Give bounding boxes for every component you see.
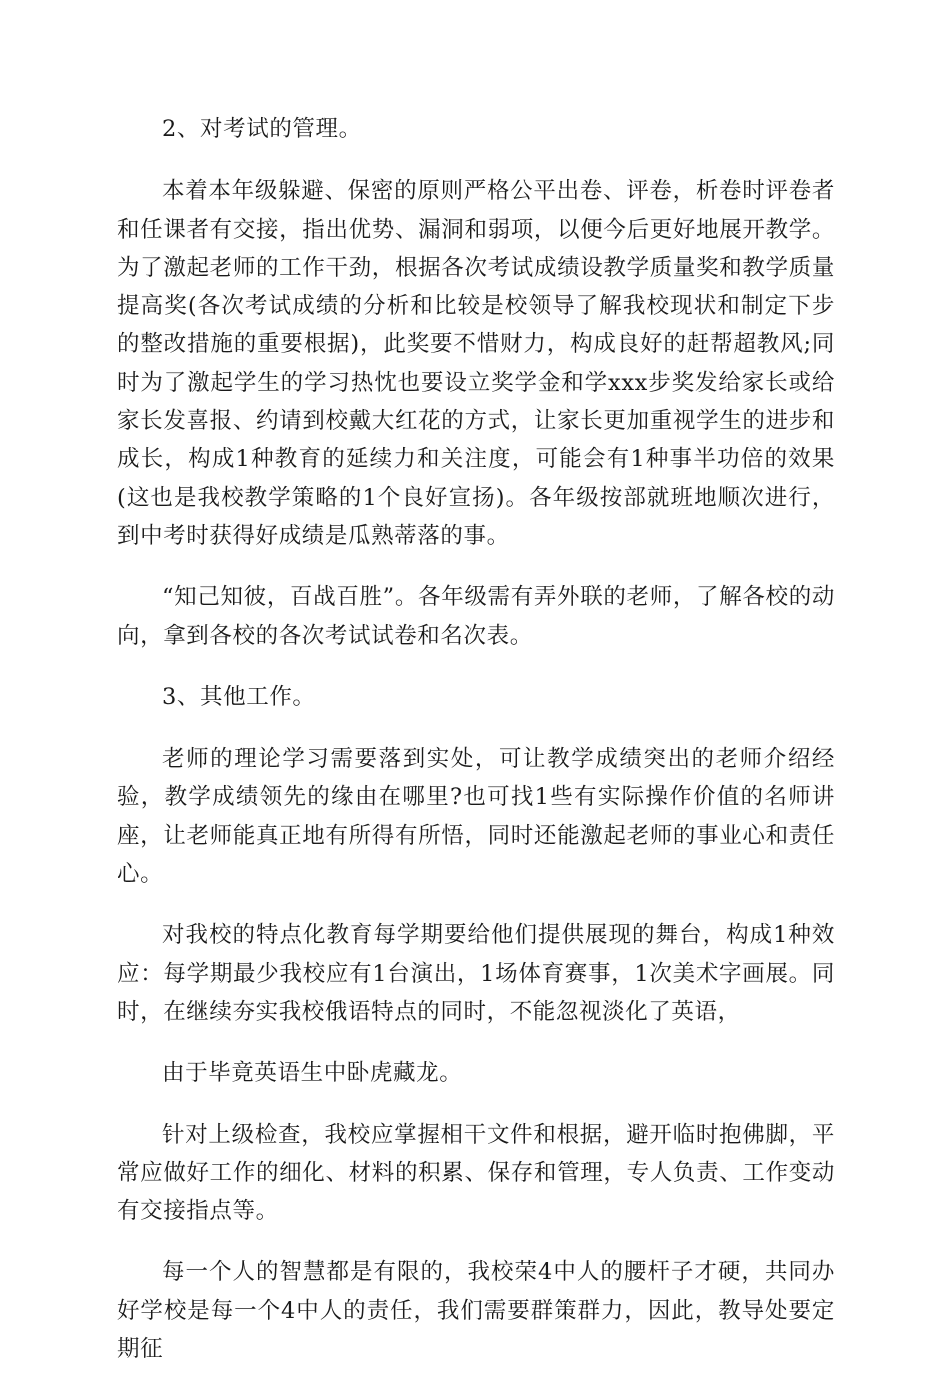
paragraph-exam-policy: 本着本年级躲避、保密的原则严格公平出卷、评卷，析卷时评卷者和任课者有交接，指出优势、漏洞和弱项，以便今后更好地展开教学。为了激起老师的工作干劲，根据各次考试成绩设教学质量奖和教学质量提高奖(各次考试成绩的分析和比较是校领导了解我校现状和制定下步的整改措施的重要根据)，此奖要不惜财力，构成良好的赶帮超教风;同时为了激起学生的学习热忱也要设立奖学金和学xxx步奖发给家长或给家长发喜报、约请到校戴大红花的方式，让家长更加重视学生的进步和成长，构成1种教育的延续力和关注度，可能会有1种事半功倍的效果(这也是我校教学策略的1个良好宣扬)。各年级按部就班地顺次进行，到中考时获得好成绩是瓜熟蒂落的事。 (117, 178, 835, 549)
paragraph-english-students: 由于毕竟英语生中卧虎藏龙。 (162, 1060, 463, 1087)
paragraph-know-yourself: “知己知彼，百战百胜”。各年级需有弄外联的老师，了解各校的动向，拿到各校的各次考试试卷和名次表。 (117, 584, 835, 649)
section-heading-exam-management: 2、对考试的管理。 (162, 116, 362, 142)
section-heading-other-work: 3、其他工作。 (162, 683, 316, 710)
document-body (117, 110, 835, 1391)
paragraph-collective-wisdom: 每一个人的智慧都是有限的，我校荣4中人的腰杆子才硬，共同办好学校是每一个4中人的责任，我们需要群策群力，因此，教导处要定期征 (117, 1259, 835, 1363)
paragraph-inspection: 针对上级检查，我校应掌握相干文件和根据，避开临时抱佛脚，平常应做好工作的细化、材料的积累、保存和管理，专人负责、工作变动有交接指点等。 (117, 1121, 835, 1225)
paragraph-special-education: 对我校的特点化教育每学期要给他们提供展现的舞台，构成1种效应：每学期最少我校应有1台演出，1场体育赛事，1次美术字画展。同时，在继续夯实我校俄语特点的同时，不能忽视淡化了英语， (117, 922, 835, 1025)
paragraph-teacher-learning: 老师的理论学习需要落到实处，可让教学成绩突出的老师介绍经验，教学成绩领先的缘由在哪里?也可找1些有实际操作价值的名师讲座，让老师能真正地有所得有所悟，同时还能激起老师的事业心和责任心。 (117, 746, 835, 888)
